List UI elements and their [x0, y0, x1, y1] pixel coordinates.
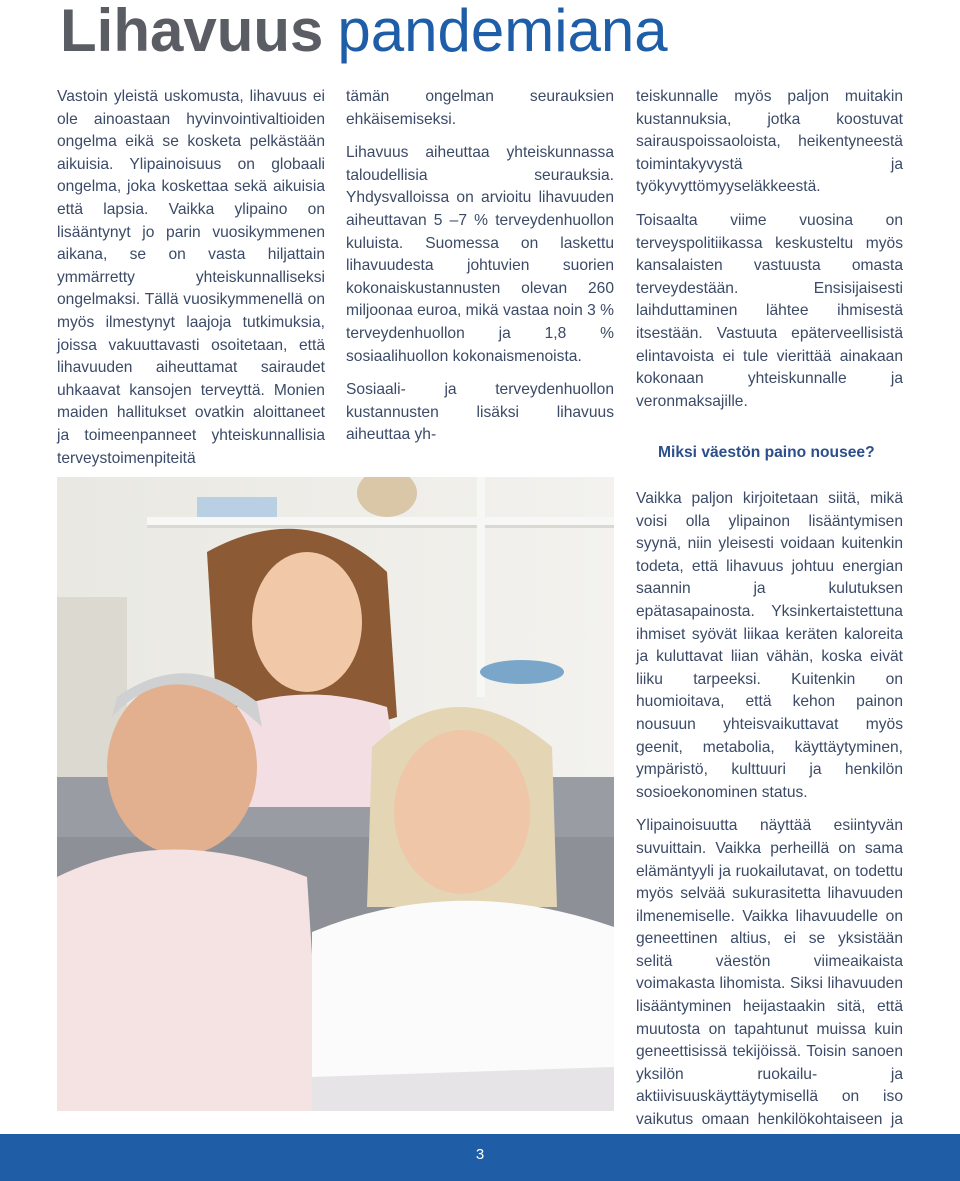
- paragraph: teiskunnalle myös paljon muitakin kustannuksia, jotka koostuvat sairauspoissaoloista, heikentyneestä toimintakyvystä ja työkyvyttömyyseläkkeestä.: [636, 88, 903, 196]
- section-body: [636, 488, 903, 1154]
- page-title: [60, 0, 668, 64]
- title-word-1: Lihavuus: [60, 0, 324, 64]
- section-heading: Miksi väestön paino nousee?: [658, 444, 875, 461]
- title-word-2: pandemiana: [337, 0, 668, 64]
- family-photo-illustration: [57, 477, 614, 1111]
- paragraph: Toisaalta viime vuosina on terveyspolitiikassa keskusteltu myös kansalaisten vastuusta omasta terveydestään. Ensisijaisesti laihduttaminen lähtee ihmisestä itsestään. Vastuuta epäterveellisistä elintavoista ei tule vierittää ainakaan kokonaan yhteiskunnalle ja veronmaksajille.: [636, 211, 903, 410]
- text-column-1: [57, 86, 325, 470]
- paragraph: Sosiaali- ja terveydenhuollon kustannusten lisäksi lihavuus aiheuttaa yh-: [346, 381, 614, 444]
- text-column-3: [636, 86, 903, 413]
- paragraph: Vastoin yleistä uskomusta, lihavuus ei ole ainoastaan hyvinvointivaltioiden ongelma eikä se kosketa pelkästään aikuisia. Ylipainoisuus on globaali ongelma, joka koskettaa sekä aikuisia että lapsia. Vaikka ylipaino on lisääntynyt jo parin vuosikymmenen aikana, se on vasta hiljattain ymmärretty yhteiskunnalliseksi ongelmaksi. Tällä vuosikymmenellä on myös ilmestynyt laajoja tutkimuksia, joissa vakuuttavasti osoitetaan, että lihavuuden aiheuttamat sairaudet uhkaavat kansojen terveyttä. Monien maiden hallitukset ovatkin aloittaneet ja toimeenpanneet yhteiskunnallisia terveystoimenpiteitä: [57, 88, 325, 467]
- family-photo: [57, 477, 614, 1111]
- paragraph: Lihavuus aiheuttaa yhteiskunnassa taloudellisia seurauksia. Yhdysvalloissa on arvioitu lihavuuden aiheuttavan 5 –7 % terveydenhuollon kuluista. Suomessa on laskettu lihavuudesta johtuvien suorien kokonaiskustannusten olevan 260 miljoonaa euroa, mikä vastaa noin 3 % terveydenhuollon ja 1,8 % sosiaalihuollon kokonaismenoista.: [346, 144, 614, 365]
- text-column-2: [346, 86, 614, 447]
- paragraph: Ylipainoisuutta näyttää esiintyvän suvuittain. Vaikka perheillä on sama elämäntyyli ja ruokailutavat, on todettu myös selvää sukurasitetta lihavuuden ilmenemiselle. Vaikka lihavuudelle on geneettinen altius, ei se yksistään selitä väestön viimeaikaista voimakasta lihomista. Siksi lihavuuden lisääntyminen heijastaakin sitä, että muutosta on tapahtunut muissa kuin geneettisissä tekijöissä. Toisin sanoen yksilön ruokailu- ja aktiivisuuskäyttäytymisellä on iso vaikutus omaan henkilökohtaiseen ja: [636, 817, 903, 1129]
- page-number: 3: [475, 1146, 485, 1163]
- paragraph: Vaikka paljon kirjoitetaan siitä, mikä voisi olla ylipainon lisääntymisen syynä, niin yleisesti voidaan kuitenkin todeta, että lihavuus johtuu energian saannin ja kulutuksen epätasapainosta. Yksinkertaistettuna ihmiset syövät liikaa keräten kaloreita ja kuluttavat liian vähän, koska eivät liiku tarpeeksi. Kuitenkin on huomioitava, että kehon painon nousuun yhteisvaikuttavat myös geenit, metabolia, käyttäytyminen, ympäristö, kulttuuri ja henkilön sosioekonominen status.: [636, 490, 903, 801]
- paragraph: tämän ongelman seurauksien ehkäisemiseksi.: [346, 88, 614, 128]
